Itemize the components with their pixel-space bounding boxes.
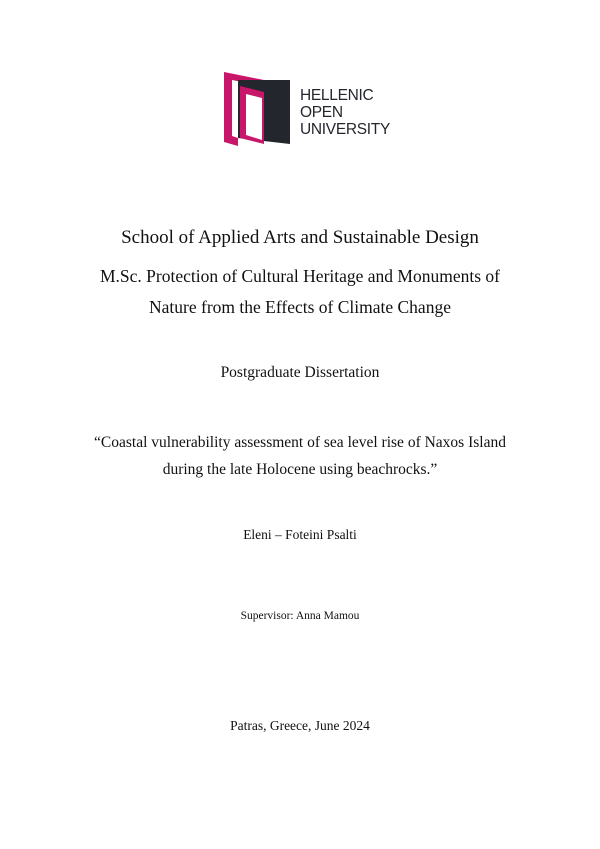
logo-line-1: HELLENIC [300, 87, 374, 104]
programme-line-1: M.Sc. Protection of Cultural Heritage and Monuments of [100, 266, 500, 286]
logo-wordmark [300, 87, 390, 138]
dissertation-title-line-2: during the late Holocene using beachrocks.” [162, 461, 438, 478]
logo-line-2: OPEN [300, 104, 343, 121]
document-type: Postgraduate Dissertation [220, 364, 380, 381]
logo-line-3: UNIVERSITY [300, 121, 391, 138]
place-and-date: Patras, Greece, June 2024 [230, 718, 370, 733]
university-logo [224, 72, 404, 146]
hou-emblem-icon [224, 72, 296, 146]
dissertation-title-line-1: “Coastal vulnerability assessment of sea level rise of Naxos Island [94, 434, 506, 451]
supervisor: Supervisor: Anna Mamou [240, 610, 360, 622]
author-name: Eleni – Foteini Psalti [243, 527, 357, 542]
school-name: School of Applied Arts and Sustainable Design [121, 227, 479, 248]
programme-line-2: Nature from the Effects of Climate Change [149, 297, 451, 317]
